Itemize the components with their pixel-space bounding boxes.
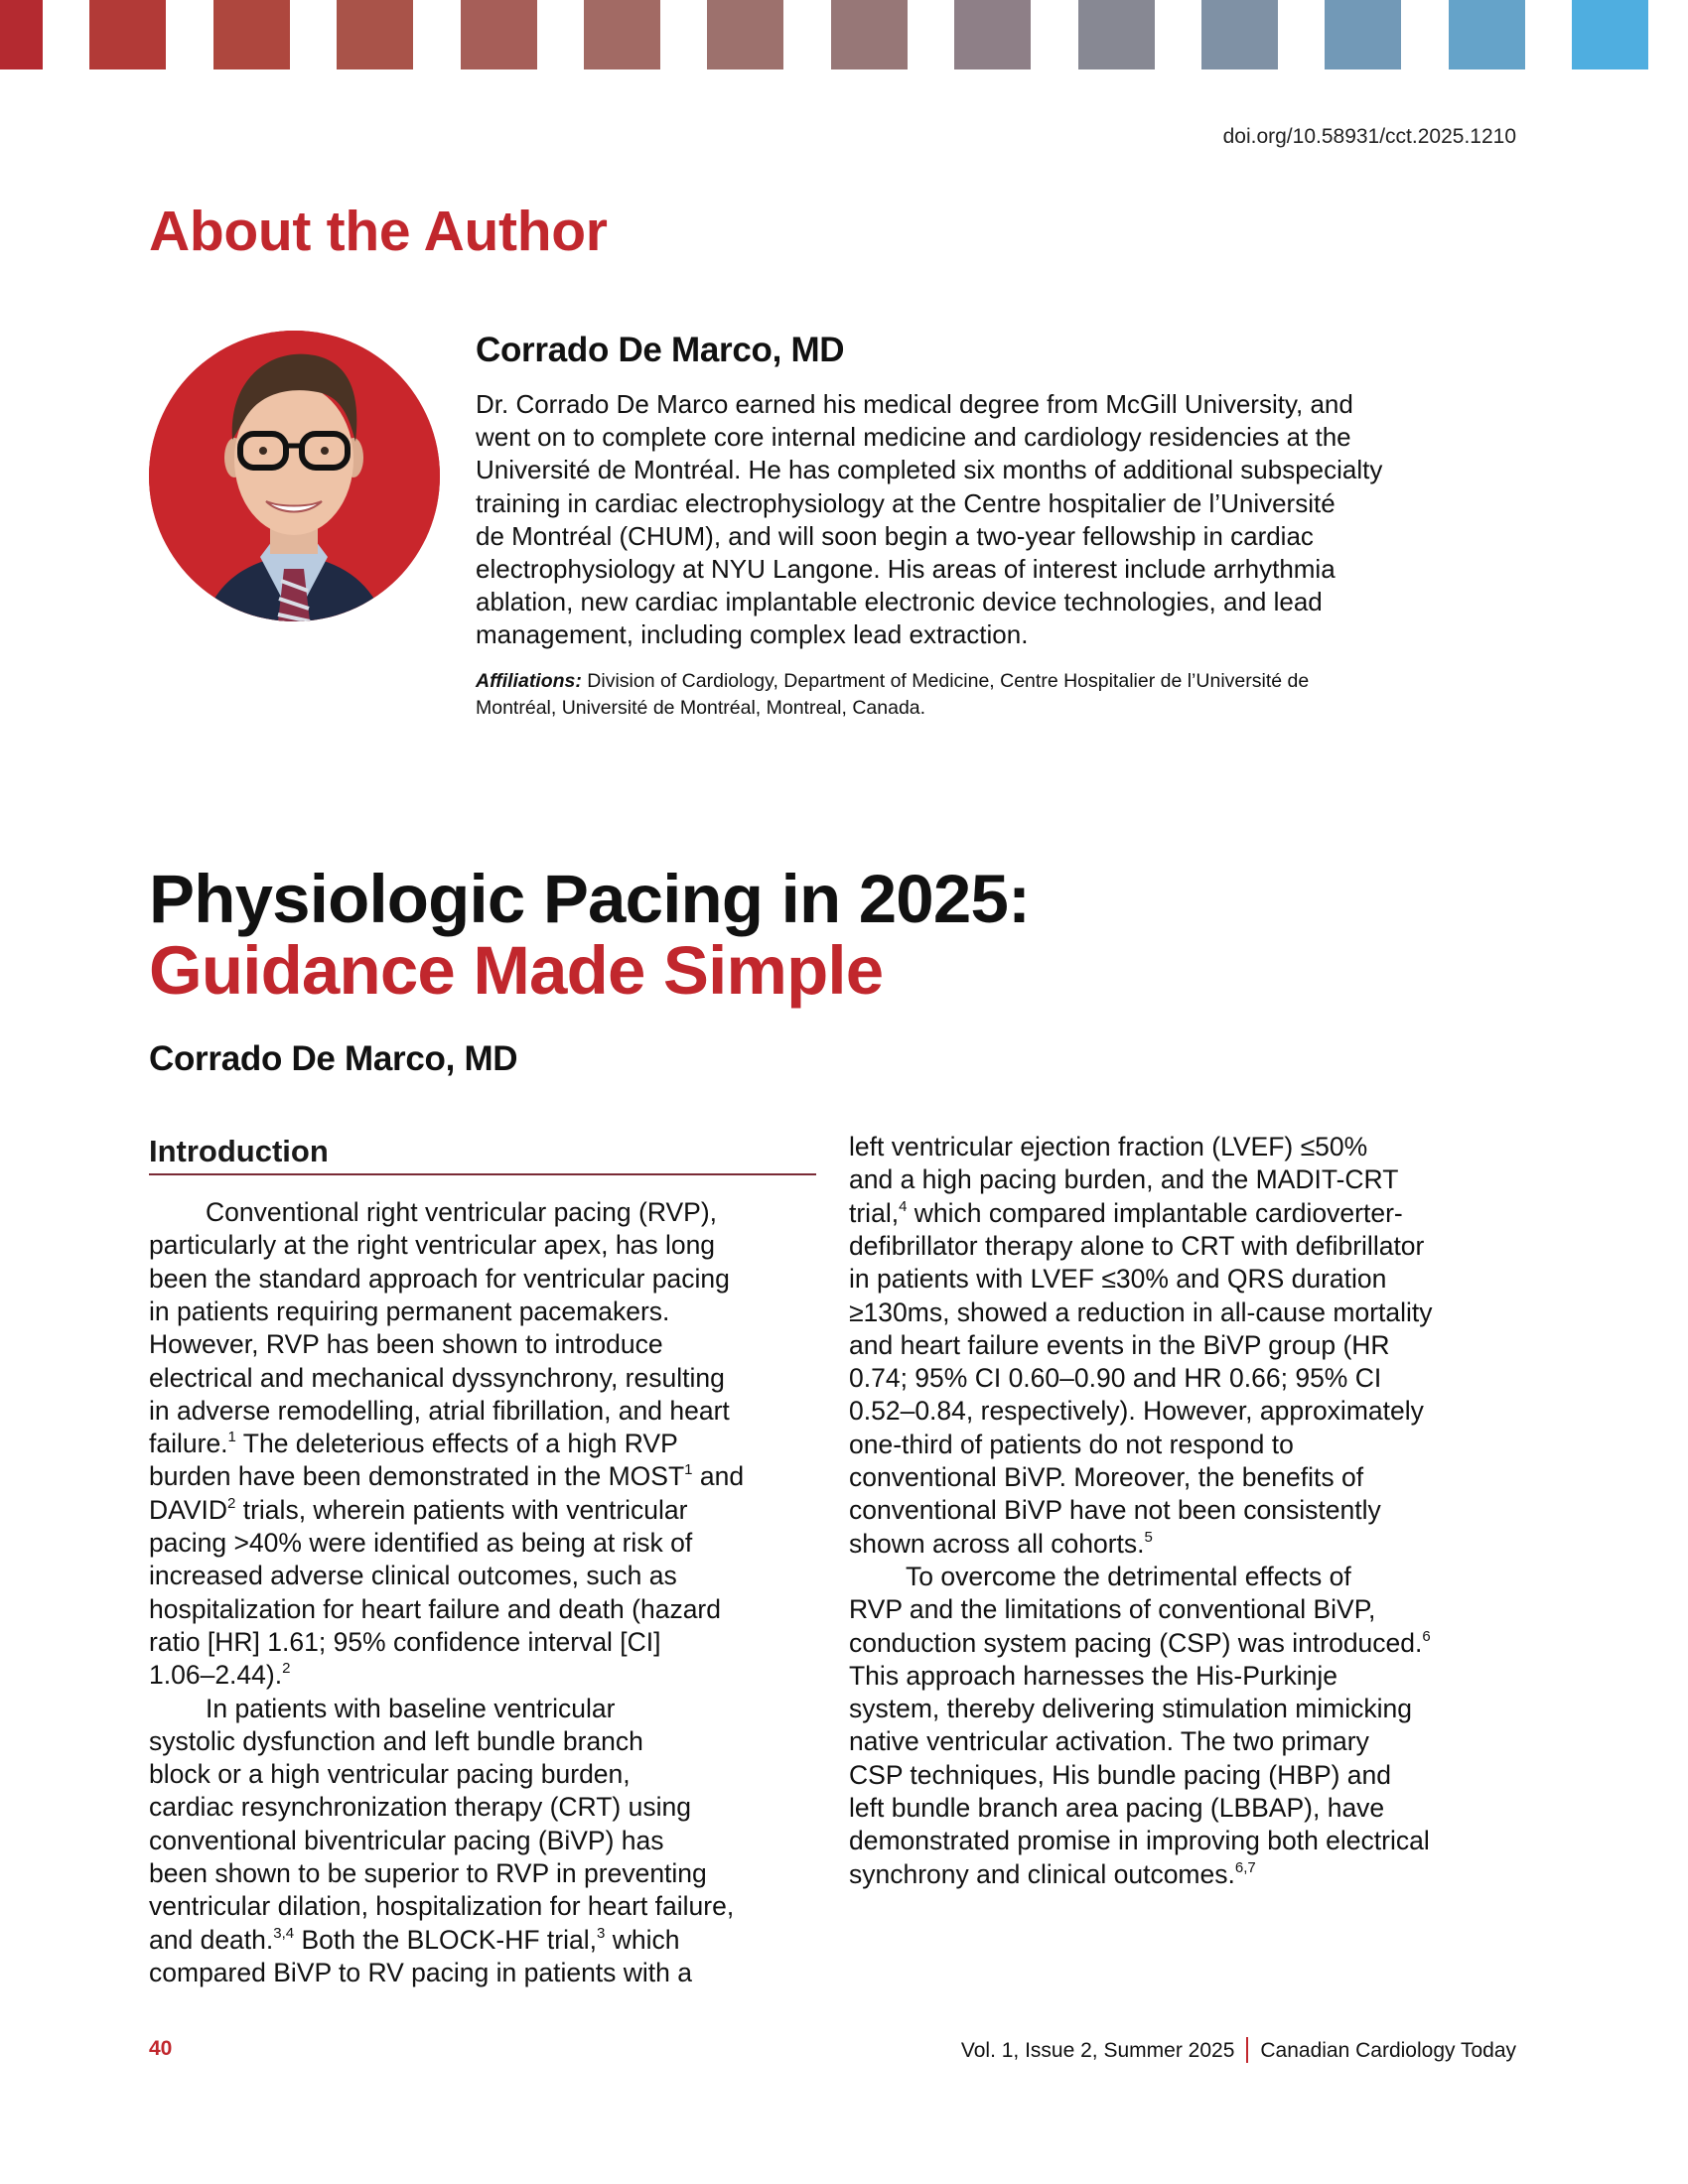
text-run: synchrony and clinical outcomes. (849, 1858, 1235, 1889)
text-run: CSP techniques, His bundle pacing (HBP) and (849, 1759, 1392, 1790)
body-text-line (149, 1263, 730, 1296)
section-divider (149, 1173, 816, 1175)
bio-line: de Montréal (CHUM), and will soon begin a two-year fellowship in cardiac (476, 520, 1314, 551)
text-run: RVP and the limitations of conventional BiVP, (849, 1594, 1376, 1625)
body-text-line (149, 1428, 678, 1460)
body-text-line (149, 1395, 730, 1428)
text-run: 0.52–0.84, respectively). However, approximately (849, 1396, 1424, 1427)
body-text-line (149, 1593, 721, 1626)
text-run: 1.06–2.44). (149, 1660, 283, 1691)
citation-superscript: 2 (282, 1660, 291, 1678)
bio-line: went on to complete core internal medicine and cardiology residencies at the (476, 422, 1351, 453)
body-text-line (149, 1560, 677, 1592)
bio-line: Université de Montréal. He has completed six months of additional subspecialty (476, 455, 1383, 485)
journal-name: Canadian Cardiology Today (1260, 2039, 1516, 2062)
citation-superscript: 6 (1422, 1627, 1431, 1645)
text-run: particularly at the right ventricular apex, has long (149, 1230, 716, 1261)
text-run: ≥130ms, showed a reduction in all-cause mortality (849, 1297, 1433, 1327)
header-stripe (584, 0, 660, 69)
article-byline: Corrado De Marco, MD (149, 1039, 518, 1078)
body-text-line (849, 1362, 1381, 1395)
text-run: in adverse remodelling, atrial fibrillation, and heart (149, 1395, 730, 1426)
body-text-line (149, 1229, 715, 1262)
body-text-line (206, 1196, 717, 1229)
body-text-line (149, 1296, 669, 1328)
body-text-line (849, 1858, 1256, 1891)
body-text-line (849, 1627, 1431, 1660)
body-text-line (849, 1792, 1384, 1825)
body-text-line (149, 1460, 744, 1493)
body-text-line (849, 1461, 1363, 1494)
about-author-heading: About the Author (149, 200, 608, 263)
body-text-line (849, 1759, 1391, 1792)
body-text-line (849, 1131, 1367, 1163)
text-run: in patients with LVEF ≤30% and QRS duration (849, 1264, 1387, 1295)
body-text-line (149, 1890, 734, 1923)
issue-label: Vol. 1, Issue 2, Summer 2025 (960, 2039, 1235, 2062)
text-run: electrical and mechanical dyssynchrony, resulting (149, 1362, 725, 1393)
body-text-line (149, 1725, 643, 1758)
header-stripe (1572, 0, 1648, 69)
affiliations-label: Affiliations: (476, 670, 582, 692)
text-run: Both the BLOCK-HF trial, (294, 1924, 597, 1955)
citation-superscript: 6,7 (1234, 1858, 1256, 1876)
body-text-line (849, 1163, 1398, 1196)
body-text-line (149, 1825, 664, 1857)
body-text-line (149, 1494, 687, 1527)
body-text-line (849, 1494, 1381, 1527)
text-run: increased adverse clinical outcomes, such as (149, 1561, 677, 1591)
text-run: ventricular dilation, hospitalization for heart failure, (149, 1891, 735, 1922)
text-run: native ventricular activation. The two primary (849, 1726, 1369, 1757)
body-text-line (849, 1593, 1375, 1626)
text-run: burden have been demonstrated in the MOST (149, 1461, 685, 1492)
citation-superscript: 4 (899, 1197, 908, 1215)
citation-superscript: 3,4 (273, 1924, 295, 1942)
body-text-line (849, 1395, 1424, 1428)
text-run: left bundle branch area pacing (LBBAP), have (849, 1793, 1385, 1823)
header-stripe (954, 0, 1031, 69)
text-run: demonstrated promise in improving both electrical (849, 1826, 1430, 1856)
text-run: shown across all cohorts. (849, 1528, 1145, 1559)
citation-superscript: 3 (596, 1924, 606, 1942)
body-text-line (149, 1362, 725, 1395)
header-stripe (213, 0, 290, 69)
text-run: system, thereby delivering stimulation mimicking (849, 1694, 1413, 1724)
body-text-line (149, 1791, 691, 1824)
body-text-line (149, 1527, 692, 1560)
text-run: block or a high ventricular pacing burden, (149, 1759, 631, 1790)
body-text-line (206, 1693, 615, 1725)
text-run: However, RVP has been shown to introduce (149, 1329, 663, 1360)
text-run: been shown to be superior to RVP in preventing (149, 1858, 707, 1888)
bio-line: Dr. Corrado De Marco earned his medical degree from McGill University, and (476, 389, 1353, 419)
body-text-line (849, 1693, 1412, 1725)
text-run: DAVID (149, 1494, 228, 1525)
page-number: 40 (149, 2037, 173, 2060)
header-stripe (1449, 0, 1525, 69)
affiliations-line (476, 668, 1309, 695)
body-text-line (149, 1328, 663, 1361)
body-text-line (149, 1659, 290, 1692)
author-portrait-icon (149, 331, 440, 621)
text-run: conduction system pacing (CSP) was introduced. (849, 1627, 1423, 1658)
header-stripe (831, 0, 908, 69)
text-run: pacing >40% were identified as being at risk of (149, 1528, 693, 1558)
text-run: which (605, 1924, 680, 1955)
body-text-line (149, 1857, 707, 1890)
body-text-line (849, 1429, 1294, 1461)
author-photo (149, 331, 440, 621)
body-text-line (149, 1957, 692, 1989)
body-text-line (849, 1660, 1337, 1693)
body-text-line (849, 1230, 1424, 1263)
body-text-line (849, 1528, 1153, 1561)
header-stripe (337, 0, 413, 69)
footer-issue-info (887, 2037, 1516, 2063)
bio-line: training in cardiac electrophysiology at the Centre hospitalier de l’Université (476, 487, 1336, 518)
header-stripe (89, 0, 166, 69)
text-run: in patients requiring permanent pacemakers. (149, 1296, 670, 1326)
article-title: Physiologic Pacing in 2025: (149, 861, 1031, 937)
body-text-line (149, 1626, 661, 1659)
body-text-line (149, 1924, 679, 1957)
body-text-line (849, 1263, 1386, 1296)
bio-line: electrophysiology at NYU Langone. His areas of interest include arrhythmia (476, 554, 1336, 584)
text-run: trial, (849, 1197, 900, 1228)
header-stripe (1325, 0, 1401, 69)
text-run: systolic dysfunction and left bundle branch (149, 1725, 643, 1756)
text-run: and heart failure events in the BiVP group (HR (849, 1329, 1390, 1360)
text-run: 0.74; 95% CI 0.60–0.90 and HR 0.66; 95% CI (849, 1363, 1382, 1394)
text-run: left ventricular ejection fraction (LVEF) ≤50% (849, 1132, 1368, 1161)
text-run: In patients with baseline ventricular (206, 1693, 616, 1723)
body-text-line (849, 1825, 1430, 1857)
body-text-line (849, 1297, 1433, 1329)
text-run: conventional biventricular pacing (BiVP) has (149, 1825, 664, 1855)
citation-superscript: 1 (684, 1461, 693, 1479)
citation-superscript: 1 (227, 1429, 236, 1446)
text-run: and a high pacing burden, and the MADIT-CRT (849, 1164, 1399, 1195)
text-run: This approach harnesses the His-Purkinje (849, 1660, 1337, 1691)
text-run: compared BiVP to RV pacing in patients with a (149, 1957, 693, 1987)
text-run: hospitalization for heart failure and death (hazard (149, 1593, 721, 1624)
text-run: conventional BiVP have not been consistently (849, 1495, 1381, 1526)
bio-line: ablation, new cardiac implantable electronic device technologies, and lead (476, 587, 1323, 617)
text-run: The deleterious effects of a high RVP (235, 1429, 678, 1459)
text-run: failure. (149, 1429, 228, 1459)
header-stripe (0, 0, 43, 69)
text-run: one-third of patients do not respond to (849, 1429, 1294, 1459)
affiliations-text: Montréal, Université de Montréal, Montreal, Canada. (476, 697, 926, 719)
body-text-line (849, 1329, 1390, 1362)
header-stripe (707, 0, 783, 69)
text-run: ratio [HR] 1.61; 95% confidence interval [CI] (149, 1626, 661, 1657)
header-stripe (1201, 0, 1278, 69)
header-stripe (461, 0, 537, 69)
footer-separator (1246, 2037, 1248, 2063)
text-run: cardiac resynchronization therapy (CRT) using (149, 1792, 691, 1823)
body-text-line (906, 1561, 1351, 1593)
body-text-line (849, 1725, 1369, 1758)
body-text-line (149, 1758, 631, 1791)
doi-link[interactable]: doi.org/10.58931/cct.2025.1210 (1222, 125, 1516, 148)
body-text-line (849, 1197, 1403, 1230)
citation-superscript: 2 (227, 1494, 236, 1512)
text-run: been the standard approach for ventricular pacing (149, 1263, 730, 1294)
citation-superscript: 5 (1144, 1528, 1153, 1546)
text-run: conventional BiVP. Moreover, the benefits of (849, 1462, 1364, 1492)
affiliations-text: Division of Cardiology, Department of Medicine, Centre Hospitalier de l’Université de (581, 670, 1310, 692)
affiliations-line (476, 695, 925, 722)
section-heading-introduction: Introduction (149, 1134, 329, 1168)
text-run: which compared implantable cardioverter- (907, 1197, 1403, 1228)
header-stripe (1078, 0, 1155, 69)
article-subtitle: Guidance Made Simple (149, 932, 884, 1009)
author-name: Corrado De Marco, MD (476, 331, 845, 369)
text-run: and (692, 1461, 745, 1492)
text-run: and death. (149, 1924, 274, 1955)
text-run: To overcome the detrimental effects of (906, 1561, 1351, 1591)
bio-line: management, including complex lead extraction. (476, 619, 1029, 650)
text-run: defibrillator therapy alone to CRT with defibrillator (849, 1230, 1425, 1261)
text-run: Conventional right ventricular pacing (RVP), (206, 1197, 718, 1227)
text-run: trials, wherein patients with ventricular (235, 1494, 688, 1525)
